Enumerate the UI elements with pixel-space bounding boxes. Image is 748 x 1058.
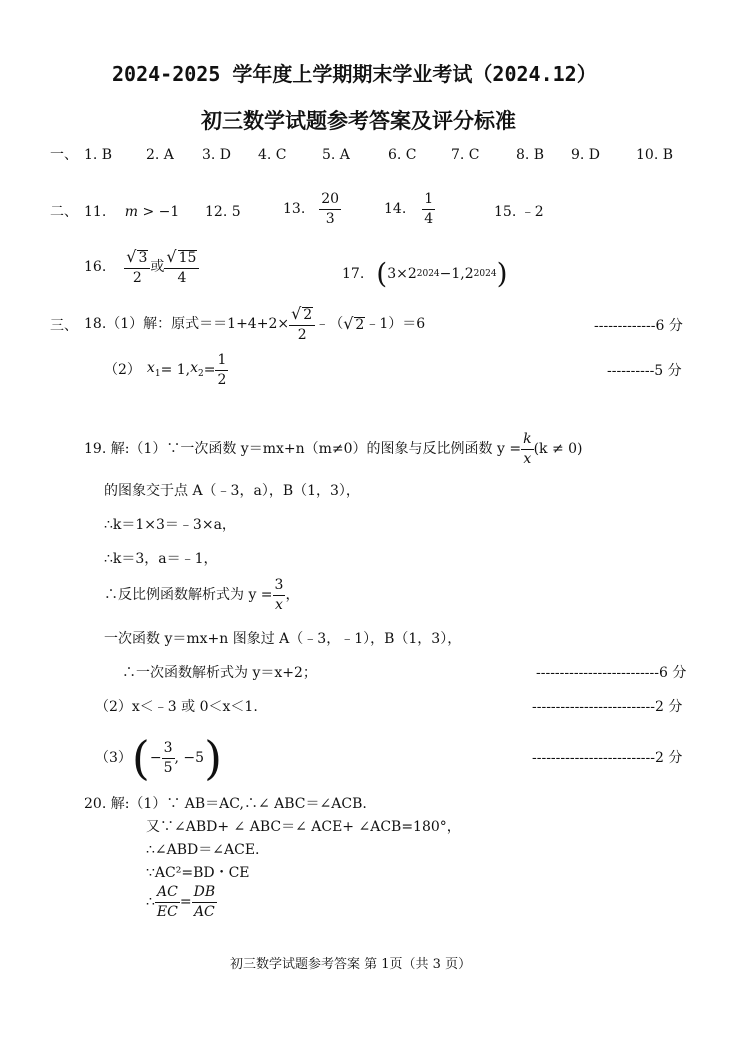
answer-17: 17. ( 3×2 2024 −1,2 2024 ) xyxy=(342,257,508,290)
q20-denominator-2: AC xyxy=(193,903,215,920)
section3-prefix: 三、 xyxy=(50,318,78,334)
answer-12: 12. 5 xyxy=(205,204,241,220)
q19-part1-score: --------------------------6 分 xyxy=(536,665,687,681)
q19-line-1-text: 19. 解:（1）∵一次函数 y＝mx+n（m≠0）的图象与反比例函数 y = xyxy=(84,441,522,458)
q20-line-1: 20. 解:（1）∵ AB＝AC,∴∠ ABC＝∠ACB. xyxy=(84,796,367,812)
q17-number: 17. xyxy=(342,266,365,282)
q18-part1-denominator: 2 xyxy=(297,326,307,343)
q16-radicand-1: 3 xyxy=(138,250,148,266)
mc-answer-2: 2. A xyxy=(146,147,174,163)
q19-line-5-denominator: x xyxy=(275,596,283,613)
q18-part1-lead: 18.（1）解：原式＝＝1+4+2× xyxy=(84,316,290,333)
q19-line-5 xyxy=(104,578,299,612)
q14-denominator: 4 xyxy=(424,210,434,227)
q18-part1-radicand-2: 2 xyxy=(355,316,365,333)
q20-line-3: ∴∠ABD＝∠ACE. xyxy=(146,842,260,858)
q18-part1-end: ﹣1）＝6 xyxy=(365,316,426,333)
q11-inequality: > −1 xyxy=(138,204,180,220)
q20-therefore: ∴ xyxy=(146,894,155,911)
mc-answer-1: 1. B xyxy=(84,147,113,163)
q20-line-4: ∵AC²=BD・CE xyxy=(146,865,250,881)
mc-answer-4: 4. C xyxy=(258,147,287,163)
q14-numerator: 1 xyxy=(422,192,435,210)
q19-line-4: ∴k＝3，a＝﹣1， xyxy=(104,551,218,567)
mc-answer-7: 7. C xyxy=(451,147,480,163)
q18-part2-numerator: 1 xyxy=(215,353,228,371)
q19-condition: (k ≠ 0) xyxy=(533,441,583,458)
q19-line-7: ∴一次函数解析式为 y＝x+2； xyxy=(122,665,317,681)
q18-part1-score: -------------6 分 xyxy=(594,318,683,334)
q19-k: k xyxy=(521,432,533,450)
answer-13 xyxy=(283,192,341,226)
q17-term-b: −1,2 xyxy=(439,266,474,282)
q20-numerator-2: DB xyxy=(192,885,218,903)
q16-denominator-1: 2 xyxy=(132,269,142,286)
section2-prefix: 二、 xyxy=(50,204,78,220)
q17-exponent-2: 2024 xyxy=(473,268,497,279)
q19-x: x xyxy=(523,450,532,467)
q14-number: 14. xyxy=(384,201,407,218)
q18-part2-eq1: = 1, xyxy=(160,362,191,379)
q19-line-5-text: ∴反比例函数解析式为 y = xyxy=(104,587,273,604)
q17-exponent-1: 2024 xyxy=(416,268,440,279)
q13-denominator: 3 xyxy=(325,210,335,227)
mc-answer-10: 10. B xyxy=(636,147,674,163)
mc-answer-6: 6. C xyxy=(388,147,417,163)
q18-x2: x xyxy=(190,360,199,377)
q17-term-a: 3×2 xyxy=(387,266,417,282)
q19-line-3: ∴k＝1×3＝﹣3×a， xyxy=(104,517,236,533)
q19-line-6: 一次函数 y＝mx+n 图象过 A（﹣3，﹣1），B（1，3）， xyxy=(104,631,462,647)
page-footer: 初三数学试题参考答案 第 1页（共 3 页） xyxy=(230,957,472,972)
q20-line-2: 又∵∠ABD+ ∠ ABC＝∠ ACE+ ∠ACB=180°， xyxy=(146,819,461,835)
q18-part1-mid: ﹣（ xyxy=(315,316,344,333)
q19-part3-lead: （3） xyxy=(95,750,132,766)
q13-numerator: 20 xyxy=(319,192,341,210)
q11-variable: m xyxy=(124,204,138,220)
q19-part3-score: --------------------------2 分 xyxy=(532,750,683,766)
q19-part2-score: --------------------------2 分 xyxy=(532,699,683,715)
answer-key-subtitle: 初三数学试题参考答案及评分标准 xyxy=(201,109,516,133)
q19-line-1 xyxy=(84,432,583,466)
q18-part1-radicand: 2 xyxy=(303,307,313,323)
q20-line-5 xyxy=(146,885,217,919)
q18-part2-denominator: 2 xyxy=(217,371,227,388)
q16-radicand-2: 15 xyxy=(178,250,197,266)
q19-part3-denominator: 5 xyxy=(163,759,173,776)
q16-number: 16. xyxy=(84,259,107,276)
q18-part2: （2） $x_1$ = 1, $x_2$ = $\frac{1}{2}$ xyxy=(104,352,227,388)
q16-denominator-2: 4 xyxy=(177,269,187,286)
q16-or: 或 xyxy=(150,259,165,276)
answer-14 xyxy=(384,192,435,226)
q20-equals: = xyxy=(179,894,192,911)
section1-prefix: 一、 xyxy=(50,147,78,163)
q20-denominator-1: EC xyxy=(156,903,178,920)
q18-part2-eq2: = xyxy=(203,362,216,379)
q19-part3-tail: , −5 xyxy=(174,750,205,766)
mc-answer-3: 3. D xyxy=(202,147,232,163)
q19-line-5-comma: ， xyxy=(285,587,300,604)
q18-part1: 18.（1）解：原式＝＝1+4+2× $\frac{√ 2}{2}$ ﹣（ √ 2 ﹣1）＝6 xyxy=(84,304,426,343)
q18-part2-lead: （2） xyxy=(104,362,141,379)
q19-part3: （3） ( − $\frac{3}{5}$ , −5 ) xyxy=(95,731,223,785)
answer-11 xyxy=(84,205,179,219)
mc-answer-8: 8. B xyxy=(516,147,545,163)
q11-number: 11. xyxy=(84,204,107,220)
mc-answer-9: 9. D xyxy=(571,147,601,163)
answer-16: 16. $\frac{√ 3}{2}$ 或 $\frac{√ 15}{4}$ xyxy=(84,249,199,285)
q19-part2: （2）x＜﹣3 或 0＜x＜1. xyxy=(95,699,258,715)
q20-numerator-1: AC xyxy=(155,885,180,903)
q13-number: 13. xyxy=(283,201,306,218)
answer-15: 15. ﹣2 xyxy=(494,204,544,220)
q18-x1: x xyxy=(146,360,155,377)
q19-line-2: 的图象交于点 A（﹣3，a），B（1，3）， xyxy=(104,483,360,499)
q19-part3-numerator: 3 xyxy=(162,741,175,759)
mc-answer-5: 5. A xyxy=(322,147,350,163)
q18-part2-score: ----------5 分 xyxy=(607,363,682,379)
q19-line-5-numerator: 3 xyxy=(273,578,286,596)
exam-title: 2024-2025 学年度上学期期末学业考试（2024.12） xyxy=(112,62,597,86)
